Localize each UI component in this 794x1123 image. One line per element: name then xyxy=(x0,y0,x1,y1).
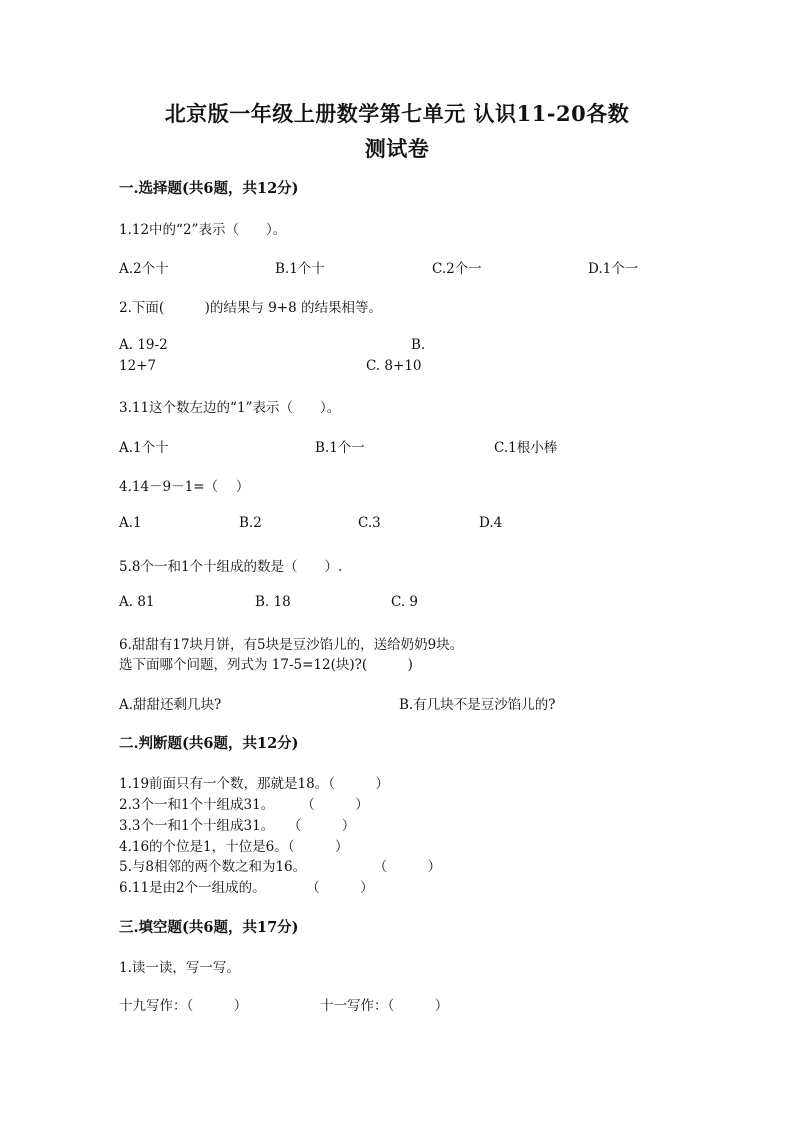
option-a: A.1 xyxy=(119,515,142,531)
question-stem: 6.甜甜有17块月饼，有5块是豆沙馅儿的，送给奶奶9块。 xyxy=(119,637,464,653)
option-b: B. 18 xyxy=(255,594,291,610)
option-c: C.1根小棒 xyxy=(494,440,558,456)
page-title-line1: 北京版一年级上册数学第七单元 认识11-20各数 xyxy=(164,101,630,126)
option-c: C. 9 xyxy=(391,594,419,610)
option-a: A.2个十 xyxy=(119,261,169,277)
option-c: C.2个一 xyxy=(432,261,482,277)
fill-blank: 十九写作：（ ） xyxy=(119,998,248,1014)
option-b: B.1个十 xyxy=(275,261,325,277)
option-a: A.甜甜还剩几块? xyxy=(119,697,222,713)
judge-item: 1.19前面只有一个数，那就是18。（ ） xyxy=(119,776,389,792)
option-a: A. 19-2 xyxy=(119,337,168,353)
question-stem: 3.11这个数左边的“1”表示（ ）。 xyxy=(119,400,341,416)
option-b: B.2 xyxy=(239,515,262,531)
option-b: B.1个一 xyxy=(315,440,365,456)
option-c: C. 8+10 xyxy=(366,358,422,374)
option-c: C.3 xyxy=(358,515,381,531)
judge-item: 4.16的个位是1，十位是6。（ ） xyxy=(119,839,349,855)
question-stem: 5.8个一和1个十组成的数是（ ）. xyxy=(119,559,343,575)
question-stem: 1.读一读，写一写。 xyxy=(119,960,240,976)
option-b-value: 12+7 xyxy=(119,358,157,374)
judge-item: 3.3个一和1个十组成31。 （ ） xyxy=(119,818,356,834)
question-stem: 1.12中的“2”表示（ ）。 xyxy=(119,222,287,238)
fill-blank: 十一写作：（ ） xyxy=(320,998,449,1014)
option-d: D.4 xyxy=(479,515,503,531)
option-a: A. 81 xyxy=(119,594,155,610)
judge-item: 5.与8相邻的两个数之和为16。 （ ） xyxy=(119,859,442,875)
section-heading-fill: 三.填空题(共6题，共17分) xyxy=(119,919,299,936)
question-stem: 4.14－9－1=（ ） xyxy=(119,479,250,495)
section-heading-judge: 二.判断题(共6题，共12分) xyxy=(119,735,299,752)
question-stem-continued: 选下面哪个问题，列式为 17-5=12(块)?( ) xyxy=(119,657,413,673)
section-heading-choice: 一.选择题(共6题，共12分) xyxy=(119,180,299,197)
option-d: D.1个一 xyxy=(588,261,639,277)
judge-item: 6.11是由2个一组成的。 （ ） xyxy=(119,880,374,896)
page-title-line2: 测试卷 xyxy=(364,136,430,161)
option-a: A.1个十 xyxy=(119,440,169,456)
question-stem: 2.下面( )的结果与 9+8 的结果相等。 xyxy=(119,300,382,316)
option-b: B. xyxy=(411,337,426,353)
judge-item: 2.3个一和1个十组成31。 （ ） xyxy=(119,797,369,813)
option-b: B.有几块不是豆沙馅儿的? xyxy=(399,697,556,713)
